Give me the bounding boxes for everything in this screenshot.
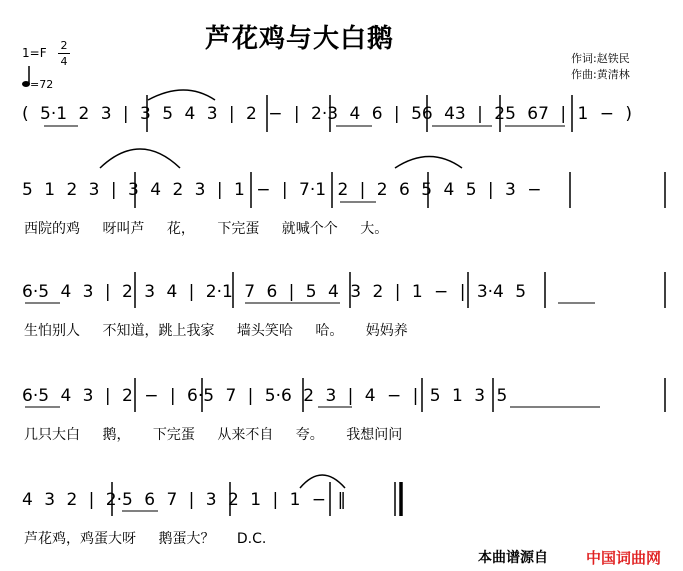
source-site-link[interactable]: 中国词曲网 xyxy=(586,549,662,567)
key-signature: 1=F xyxy=(22,46,47,60)
lyrics-row-3: 生怕别人 不知道，跳上我家 墙头笑哈 哈。 妈妈养 xyxy=(24,323,408,339)
lyrics-row-2: 西院的鸡 呀叫芦 花， 下完蛋 就喊个个 大。 xyxy=(24,221,389,237)
notation-row-3: 6·5 4 3 | 2 3 4 | 2·1 7 6 | 5 4 3 2 | 1 − | 3·4 5 xyxy=(22,282,527,302)
notation-row-4: 6·5 4 3 | 2 − | 6·5 7 | 5·6 2 3 | 4 − | 5 1 3 5 xyxy=(22,386,508,406)
tempo-marking: =72 xyxy=(30,78,54,91)
time-signature-bottom: 4 xyxy=(60,55,68,68)
lyricist-credit: 作词:赵铁民 xyxy=(571,52,630,65)
notation-row-2: 5 1 2 3 | 3 4 2 3 | 1 − | 7·1 2 | 2 6 5 4 5 | 3 − xyxy=(22,180,542,200)
notation-row-1: ( 5·1 2 3 | 3 5 4 3 | 2 − | 2·3 4 6 | 56 43 | 25 67 | 1 − ) xyxy=(22,104,632,124)
lyrics-row-4: 几只大白 鹅， 下完蛋 从来不自 夸。 我想问问 xyxy=(24,427,403,443)
source-label: 本曲谱源自 xyxy=(478,550,548,566)
notation-row-5: 4 3 2 | 2·5 6 7 | 3 2 1 | 1 − ‖ xyxy=(22,490,346,510)
composer-credit: 作曲:黄清林 xyxy=(571,68,630,81)
time-signature-top: 2 xyxy=(60,39,68,52)
song-title: 芦花鸡与大白鹅 xyxy=(205,24,395,54)
lyrics-row-5: 芦花鸡，鸡蛋大呀 鹅蛋大？ D.C. xyxy=(24,531,267,547)
